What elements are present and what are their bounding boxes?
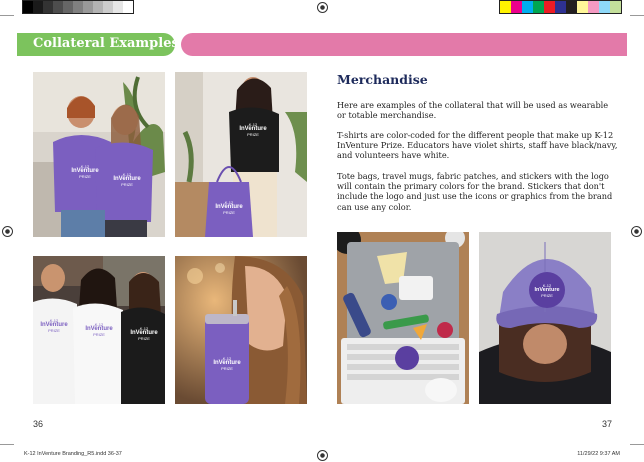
photo-violet-cap <box>479 232 611 404</box>
grayscale-color-bar <box>22 0 134 14</box>
photo-volunteers-white-shirts <box>33 256 165 404</box>
shirt-logo: K-12 InVenture PRIZE <box>239 122 267 137</box>
header-pink-bar <box>181 33 627 56</box>
page-number-right: 37 <box>601 419 612 429</box>
shirt-logo: K-12 InVenture PRIZE <box>85 322 113 337</box>
crop-mark <box>0 444 14 445</box>
photo-laptop-stickers <box>337 232 469 404</box>
crop-mark <box>630 15 644 16</box>
mug-logo: K-12 InVenture PRIZE <box>213 356 241 371</box>
paragraph-stickers: Tote bags, travel mugs, fabric patches, and stickers with the logo will contain the primary colors for the brand. Stickers that don't include the logo and just use the icons or graphics from the brand can use any color. <box>337 171 613 212</box>
paragraph-intro: Here are examples of the collateral that will be used as wearable or totable merchandise. <box>337 100 609 121</box>
crop-mark <box>630 444 644 445</box>
shirt-logo: K-12 InVenture PRIZE <box>40 318 68 333</box>
shirt-logo: K-12 InVenture PRIZE <box>113 172 141 187</box>
photo-travel-mug <box>175 256 307 404</box>
process-color-bar <box>499 0 622 14</box>
page-title: Collateral Examples <box>33 36 179 51</box>
registration-mark-left <box>2 226 13 237</box>
page-number-left: 36 <box>33 419 44 429</box>
shirt-logo: K-12 InVenture PRIZE <box>130 326 158 341</box>
slug-file-name: K-12 InVenture Branding_R5.indd 36-37 <box>24 451 122 457</box>
slug-timestamp: 11/29/22 9:37 AM <box>577 451 620 457</box>
paragraph-tshirts: T-shirts are color-coded for the different people that make up K-12 InVenture Prize. Educators have violet shirts, staff have black/navy, and volunteers have white. <box>337 130 618 161</box>
photo-staff-black-shirt-tote <box>175 72 307 237</box>
photo-educators-violet-shirts <box>33 72 165 237</box>
tote-bag-logo: K-12 InVenture PRIZE <box>215 200 243 215</box>
cap-patch-logo: K-12 InVenture PRIZE <box>529 272 565 308</box>
registration-mark-bottom <box>317 450 328 461</box>
registration-mark-top <box>317 2 328 13</box>
registration-mark-right <box>631 226 642 237</box>
section-heading: Merchandise <box>337 72 428 87</box>
crop-mark <box>0 15 14 16</box>
shirt-logo: K-12 InVenture PRIZE <box>71 164 99 179</box>
